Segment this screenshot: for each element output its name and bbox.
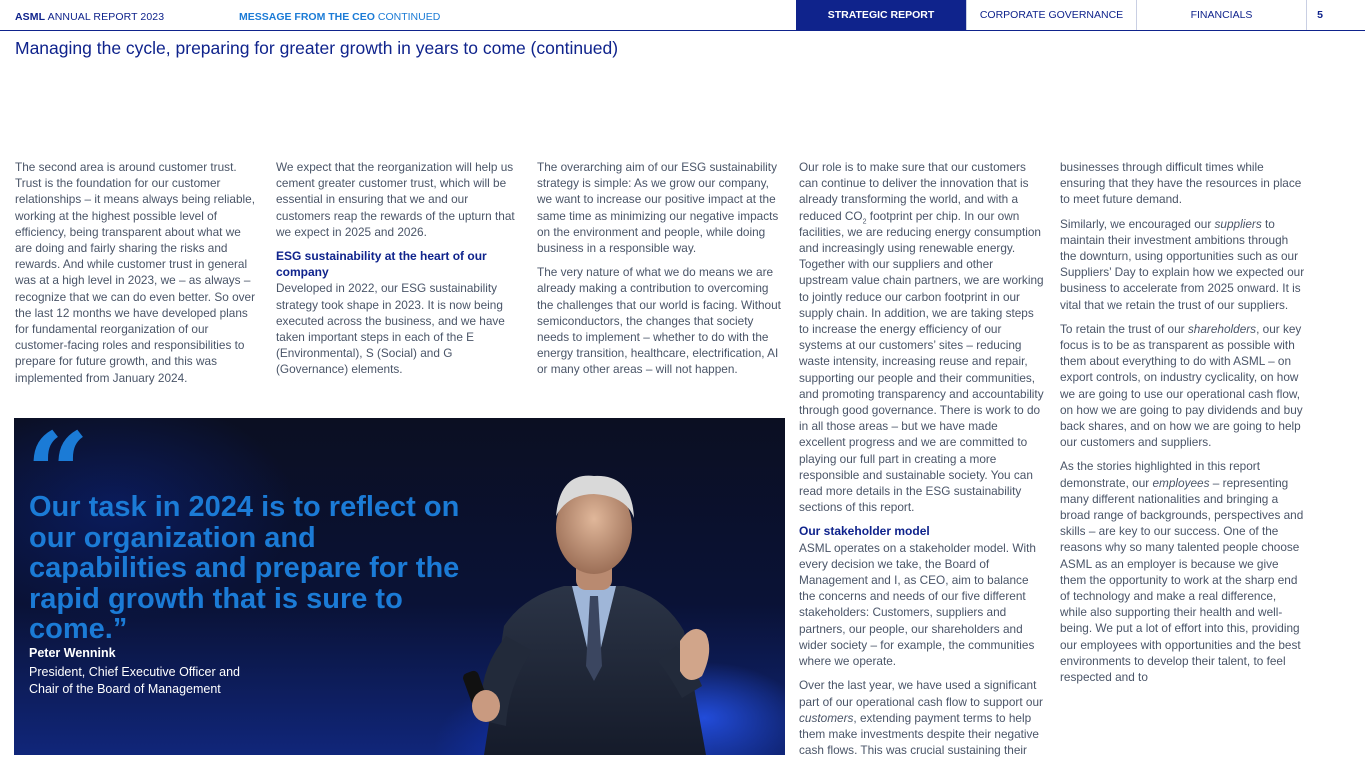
- paragraph: The very nature of what we do means we are already making a contribution to overcoming the challenges that our world is facing. Without semiconductors, the changes that society needs to implement – whether to do with the energy transition, healthcare, electrification, AI or many other areas – will not happen.: [537, 265, 781, 377]
- text-run: – representing many different nationalities and bringing a broad range of backgrounds, perspectives and skills – are key to our success. One of the reasons why so many talented people choose ASML as an employer is because we give them the opportunity to work at the sharp end of technology and make a real difference, while also supporting their health and well-being. We put a lot of effort into this, providing our employees with opportunities and the best environments to develop their talent, to feel respected and to: [1060, 475, 1304, 685]
- section-heading: Our stakeholder model: [799, 524, 930, 539]
- text-column-4: [799, 159, 1045, 766]
- paragraph: businesses through difficult times while ensuring that they have the resources in place to meet future demand.: [1060, 160, 1302, 207]
- text-run: footprint per chip. In our own facilities, we are reducing energy consumption and increasingly using renewable energy. Together with our suppliers and other upstream value chain partners, we are working to jointly reduce our carbon footprint in our supply chain. In addition, we are taking steps to increase the energy efficiency of our systems at our customers’ sites – reducing waste intensity, increasing reuse and repair, supporting our people and their communities, and promoting transparency and accountability through good governance. There is work to do in all those areas – but we have made excellent progress and we are committed to playing our full part in creating a more responsible and sustainable society. You can read more details in the ESG sustainability sections of this report.: [799, 208, 1044, 515]
- page-number: 5: [1306, 0, 1333, 30]
- paragraph: The second area is around customer trust. Trust is the foundation for our customer relationships – it means always being reliable, working at the highest possible level of efficiency, being transparent about what we are doing and fairly sharing the risks and rewards. And while customer trust in general was at a high level in 2023, we – as always – recognize that we can do even better. So over the last 12 months we have developed plans for fundamental reorganization of our customer-facing roles and responsibilities to prepare for future growth, and this was implemented from January 2024.: [15, 160, 256, 385]
- subscript: 2: [862, 217, 867, 225]
- brand-name: ASML: [15, 11, 46, 23]
- quote-author-role: President, Chief Executive Officer and Chair of the Board of Management: [29, 665, 240, 696]
- tab-corporate-governance[interactable]: CORPORATE GOVERNANCE: [966, 0, 1136, 30]
- report-name: ANNUAL REPORT 2023: [47, 11, 165, 23]
- pull-quote: Our task in 2024 is to reflect on our organization and capabilities and prepare for the rapid growth that is sure to come.”: [29, 491, 460, 645]
- top-bar: [0, 0, 1365, 31]
- report-label: [15, 11, 164, 23]
- tab-strategic-report[interactable]: STRATEGIC REPORT: [796, 0, 966, 30]
- text-run: Our role is to make sure that our customers can continue to deliver the innovation that is already transforming the world, and with a reduced CO: [799, 160, 1029, 223]
- paragraph: [1060, 458, 1306, 685]
- quote-author: Peter Wennink: [29, 646, 116, 660]
- paragraph: ASML operates on a stakeholder model. With every decision we take, the Board of Management and I, as CEO, aim to balance the concerns and needs of our five different stakeholders: Customers, suppliers and partners, our people, our shareholders and wider society – for example, the communities where we operate.: [799, 540, 1036, 669]
- text-column-5: [1060, 159, 1306, 693]
- paragraph: [799, 677, 1045, 758]
- text-run: , our key focus is to be as transparent as possible with them about everything to do with ASML – on export controls, on industry cyclicality, on how we are going to use our operational cash flow, on how we are going to pay dividends and buy back shares, and on how we are going to help our customers and suppliers.: [1060, 321, 1303, 450]
- section-label: [239, 11, 440, 23]
- text-column-3: [537, 159, 783, 386]
- paragraph: We expect that the reorganization will help us cement greater customer trust, which will be essential in ensuring that we and our customers reap the rewards of the upturn that we expect in 2025 and 2026.: [276, 160, 515, 239]
- text-run: , extending payment terms to help them make investments despite their negative cash flows. This was crucial sustaining their: [799, 710, 1039, 758]
- text-run: to maintain their investment ambitions through the downturn, using opportunities such as our Suppliers’ Day to explain how we expected our business to accelerate from 2025 onward. It is vital that we retain the trust of our suppliers.: [1060, 216, 1305, 312]
- text-run: Over the last year, we have used a significant part of our operational cash flow to support our: [799, 678, 1043, 709]
- header-divider: [0, 30, 1365, 31]
- emphasis: suppliers: [1214, 216, 1262, 231]
- text-run: Similarly, we encouraged our: [1060, 216, 1215, 231]
- section-heading: ESG sustainability at the heart of our company: [276, 249, 487, 280]
- quote-mark: “: [26, 418, 90, 537]
- page-title: Managing the cycle, preparing for greater growth in years to come (continued): [15, 38, 619, 58]
- paragraph: [799, 159, 1045, 515]
- ceo-photo-illustration: [444, 436, 744, 755]
- ceo-photo-panel: [14, 418, 785, 755]
- section-suffix: CONTINUED: [377, 11, 441, 23]
- paragraph: Developed in 2022, our ESG sustainability strategy took shape in 2023. It is now being executed across the business, and we have taken important steps in each of the E (Environmental), S (Social) and G (Governance) elements.: [276, 281, 505, 377]
- emphasis: customers: [799, 710, 854, 725]
- text-column-2: [276, 159, 522, 386]
- emphasis: shareholders: [1187, 321, 1257, 336]
- text-run: As the stories highlighted in this report demonstrate, our: [1060, 459, 1260, 490]
- text-run: To retain the trust of our: [1060, 321, 1188, 336]
- paragraph: The overarching aim of our ESG sustainability strategy is simple: As we grow our company, we want to increase our positive impact at the same time as minimizing our negative impacts on the environment and people, while doing business in a responsible way.: [537, 160, 779, 256]
- text-column-1: [15, 159, 261, 394]
- paragraph: [1060, 321, 1306, 451]
- section-name: MESSAGE FROM THE CEO: [239, 11, 375, 23]
- tab-financials[interactable]: FINANCIALS: [1136, 0, 1306, 30]
- paragraph: [1060, 216, 1306, 313]
- emphasis: employees: [1152, 475, 1210, 490]
